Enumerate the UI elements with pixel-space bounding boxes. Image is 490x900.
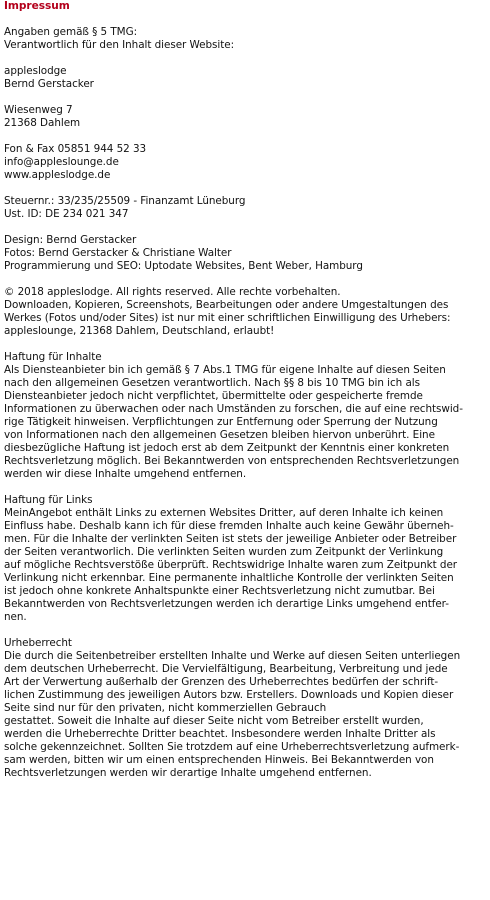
spacer xyxy=(4,624,488,637)
page-title: Impressum xyxy=(4,0,70,12)
paragraph-line: werden die Urheberrechte Dritter beachtet. Insbesondere werden Inhalte Dritter als xyxy=(4,728,436,740)
paragraph-line: Die durch die Seitenbetreiber erstellten Inhalte und Werke auf diesen Seiten unterliegen xyxy=(4,650,461,662)
paragraph-line: rige Tätigkeit hinweisen. Verpflichtungen zur Entfernung oder Sperrung der Nutzung xyxy=(4,416,438,428)
contact-block xyxy=(4,143,488,182)
paragraph-line: der Seiten verantworlich. Die verlinkten Seiten wurden zum Zeitpunkt der Verlinkung xyxy=(4,546,444,558)
section-heading: Haftung für Links xyxy=(4,494,93,506)
copyright-line: Werkes (Fotos und/oder Sites) ist nur mit einer schriftlichen Einwilligung des Urhebers: xyxy=(4,312,451,324)
paragraph-line: Einfluss habe. Deshalb kann ich für diese fremden Inhalte auch keine Gewähr überneh- xyxy=(4,520,454,532)
tax-block xyxy=(4,195,488,221)
contact-phone: Fon & Fax 05851 944 52 33 xyxy=(4,143,147,155)
paragraph-line: Rechtsverletzung möglich. Bei Bekanntwerden von entsprechenden Rechtsverletzungen xyxy=(4,455,460,467)
credits-photos: Fotos: Bernd Gerstacker & Christiane Walter xyxy=(4,247,232,259)
address-street: Wiesenweg 7 xyxy=(4,104,73,116)
tmg-line: Verantwortlich für den Inhalt dieser Website: xyxy=(4,39,235,51)
paragraph-line: sam werden, bitten wir um einen entsprechenden Hinweis. Bei Bekanntwerden von xyxy=(4,754,434,766)
paragraph-line: solche gekennzeichnet. Sollten Sie trotzdem auf eine Urheberrechtsverletzung aufmerk- xyxy=(4,741,460,753)
contact-website: www.appleslodge.de xyxy=(4,169,111,181)
paragraph-line: von Informationen nach den allgemeinen Gesetzen bleiben hiervon unberührt. Eine xyxy=(4,429,435,441)
paragraph-line: nach den allgemeinen Gesetzen verantwortlich. Nach §§ 8 bis 10 TMG bin ich als xyxy=(4,377,420,389)
urheberrecht-block xyxy=(4,637,488,780)
section-heading: Urheberrecht xyxy=(4,637,72,649)
owner-name: appleslodge xyxy=(4,65,67,77)
haftung-inhalte-block xyxy=(4,351,488,481)
owner-block xyxy=(4,65,488,91)
paragraph-line: diesbezügliche Haftung ist jedoch erst ab dem Zeitpunkt der Kenntnis einer konkreten xyxy=(4,442,450,454)
copyright-block xyxy=(4,286,488,338)
paragraph-line: MeinAngebot enthält Links zu externen Websites Dritter, auf deren Inhalte ich keinen xyxy=(4,507,444,519)
paragraph-line: Als Diensteanbieter bin ich gemäß § 7 Abs.1 TMG für eigene Inhalte auf diesen Seiten xyxy=(4,364,446,376)
spacer xyxy=(4,91,488,104)
credits-block xyxy=(4,234,488,273)
copyright-line: Downloaden, Kopieren, Screenshots, Bearbeitungen oder andere Umgestaltungen des xyxy=(4,299,449,311)
owner-person: Bernd Gerstacker xyxy=(4,78,94,90)
haftung-links-block xyxy=(4,494,488,624)
paragraph-line: men. Für die Inhalte der verlinkten Seiten ist stets der jeweilige Anbieter oder Betreiber xyxy=(4,533,457,545)
paragraph-line: Seite sind nur für den privaten, nicht kommerziellen Gebrauch xyxy=(4,702,327,714)
spacer xyxy=(4,338,488,351)
contact-email: info@appleslounge.de xyxy=(4,156,119,168)
section-heading: Haftung für Inhalte xyxy=(4,351,102,363)
spacer xyxy=(4,13,488,26)
spacer xyxy=(4,130,488,143)
paragraph-line: Rechtsverletzungen werden wir derartige Inhalte umgehend entfernen. xyxy=(4,767,372,779)
spacer xyxy=(4,221,488,234)
paragraph-line: werden wir diese Inhalte umgehend entfernen. xyxy=(4,468,247,480)
spacer xyxy=(4,273,488,286)
paragraph-line: gestattet. Soweit die Inhalte auf dieser Seite nicht vom Betreiber erstellt wurden, xyxy=(4,715,424,727)
spacer xyxy=(4,52,488,65)
tax-number: Steuernr.: 33/235/25509 - Finanzamt Lüneburg xyxy=(4,195,246,207)
paragraph-line: Diensteanbieter jedoch nicht verpflichtet, übermittelte oder gespeicherte fremde xyxy=(4,390,423,402)
credits-design: Design: Bernd Gerstacker xyxy=(4,234,137,246)
paragraph-line: Bekanntwerden von Rechtsverletzungen werden ich derartige Links umgehend entfer- xyxy=(4,598,449,610)
paragraph-line: nen. xyxy=(4,611,27,623)
paragraph-line: Informationen zu überwachen oder nach Umständen zu forschen, die auf eine rechtswid- xyxy=(4,403,463,415)
address-city: 21368 Dahlem xyxy=(4,117,81,129)
spacer xyxy=(4,182,488,195)
tmg-line: Angaben gemäß § 5 TMG: xyxy=(4,26,138,38)
credits-programming: Programmierung und SEO: Uptodate Websites, Bent Weber, Hamburg xyxy=(4,260,363,272)
spacer xyxy=(4,481,488,494)
copyright-line: appleslounge, 21368 Dahlem, Deutschland, erlaubt! xyxy=(4,325,275,337)
impressum-page xyxy=(4,0,488,780)
paragraph-line: dem deutschen Urheberrecht. Die Vervielfältigung, Bearbeitung, Verbreitung und jede xyxy=(4,663,448,675)
paragraph-line: auf mögliche Rechtsverstöße überprüft. Rechtswidrige Inhalte waren zum Zeitpunkt der xyxy=(4,559,458,571)
address-block xyxy=(4,104,488,130)
tmg-block xyxy=(4,26,488,52)
paragraph-line: Verlinkung nicht erkennbar. Eine permanente inhaltliche Kontrolle der verlinkten Seiten xyxy=(4,572,454,584)
paragraph-line: lichen Zustimmung des jeweiligen Autors bzw. Erstellers. Downloads und Kopien dieser xyxy=(4,689,454,701)
vat-id: Ust. ID: DE 234 021 347 xyxy=(4,208,129,220)
copyright-line: © 2018 appleslodge. All rights reserved. Alle rechte vorbehalten. xyxy=(4,286,341,298)
paragraph-line: Art der Verwertung außerhalb der Grenzen des Urheberrechtes bedürfen der schrift- xyxy=(4,676,439,688)
paragraph-line: ist jedoch ohne konkrete Anhaltspunkte einer Rechtsverletzung nicht zumutbar. Bei xyxy=(4,585,435,597)
